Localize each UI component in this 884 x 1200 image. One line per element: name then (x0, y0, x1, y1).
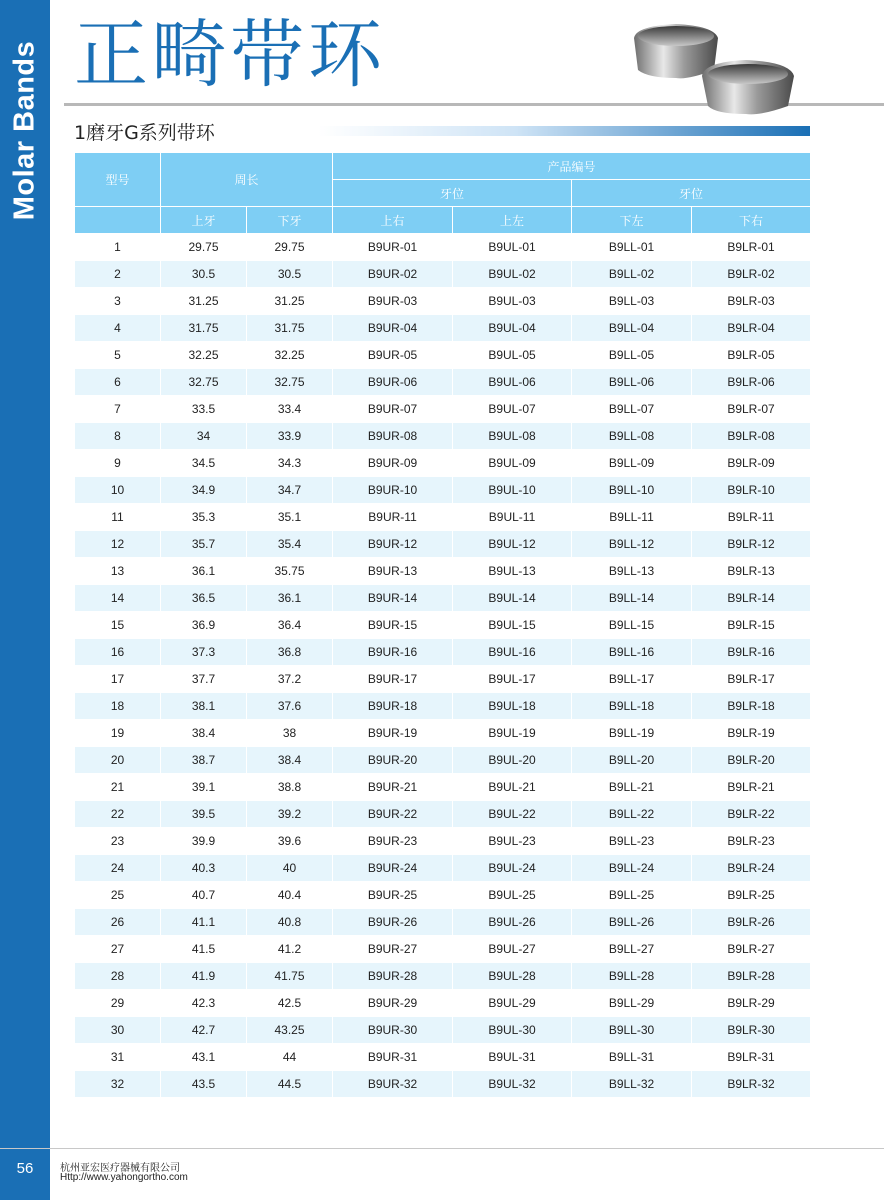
cell-ul: B9UL-21 (453, 774, 572, 801)
header-ll: 下左 (572, 207, 692, 234)
cell-upper: 40.7 (161, 882, 247, 909)
cell-ul: B9UL-19 (453, 720, 572, 747)
table-row (75, 774, 811, 801)
cell-ll: B9LL-26 (572, 909, 692, 936)
cell-ul: B9UL-02 (453, 261, 572, 288)
cell-upper: 41.9 (161, 963, 247, 990)
cell-lower: 35.75 (247, 558, 333, 585)
cell-upper: 43.1 (161, 1044, 247, 1071)
cell-ll: B9LL-19 (572, 720, 692, 747)
cell-ul: B9UL-17 (453, 666, 572, 693)
table-row (75, 1017, 811, 1044)
cell-lower: 38.4 (247, 747, 333, 774)
cell-ll: B9LL-14 (572, 585, 692, 612)
cell-upper: 31.75 (161, 315, 247, 342)
table-row (75, 504, 811, 531)
cell-lr: B9LR-19 (692, 720, 811, 747)
cell-lower: 36.8 (247, 639, 333, 666)
cell-ll: B9LL-20 (572, 747, 692, 774)
cell-ur: B9UR-19 (333, 720, 453, 747)
cell-model: 9 (75, 450, 161, 477)
table-row (75, 342, 811, 369)
cell-lr: B9LR-24 (692, 855, 811, 882)
table-row (75, 882, 811, 909)
cell-upper: 42.3 (161, 990, 247, 1017)
cell-upper: 33.5 (161, 396, 247, 423)
cell-ul: B9UL-09 (453, 450, 572, 477)
cell-ll: B9LL-29 (572, 990, 692, 1017)
cell-ur: B9UR-22 (333, 801, 453, 828)
cell-lr: B9LR-03 (692, 288, 811, 315)
cell-upper: 34.9 (161, 477, 247, 504)
cell-lower: 35.1 (247, 504, 333, 531)
cell-ur: B9UR-07 (333, 396, 453, 423)
cell-ur: B9UR-06 (333, 369, 453, 396)
cell-lr: B9LR-17 (692, 666, 811, 693)
cell-upper: 39.5 (161, 801, 247, 828)
table-row (75, 531, 811, 558)
header-upper: 上牙 (161, 207, 247, 234)
cell-ur: B9UR-27 (333, 936, 453, 963)
table-row (75, 423, 811, 450)
table-row (75, 1044, 811, 1071)
cell-model: 21 (75, 774, 161, 801)
cell-ll: B9LL-12 (572, 531, 692, 558)
cell-model: 7 (75, 396, 161, 423)
header-position-lower: 牙位 (572, 180, 811, 207)
cell-upper: 38.1 (161, 693, 247, 720)
cell-model: 22 (75, 801, 161, 828)
cell-ul: B9UL-32 (453, 1071, 572, 1098)
table-row (75, 369, 811, 396)
cell-lr: B9LR-18 (692, 693, 811, 720)
cell-upper: 39.9 (161, 828, 247, 855)
table-row (75, 261, 811, 288)
header-lr: 下右 (692, 207, 811, 234)
cell-upper: 38.7 (161, 747, 247, 774)
table-row (75, 477, 811, 504)
cell-lr: B9LR-30 (692, 1017, 811, 1044)
cell-ur: B9UR-11 (333, 504, 453, 531)
cell-ul: B9UL-04 (453, 315, 572, 342)
cell-lr: B9LR-14 (692, 585, 811, 612)
table-row (75, 585, 811, 612)
company-name: 杭州亚宏医疗器械有限公司 (60, 1163, 180, 1174)
cell-ll: B9LL-06 (572, 369, 692, 396)
cell-ll: B9LL-30 (572, 1017, 692, 1044)
side-title-text: Molar Bands (8, 40, 41, 220)
cell-ll: B9LL-13 (572, 558, 692, 585)
section-title: 1磨牙G系列带环 (74, 122, 215, 144)
cell-upper: 37.7 (161, 666, 247, 693)
cell-lr: B9LR-16 (692, 639, 811, 666)
cell-ll: B9LL-25 (572, 882, 692, 909)
cell-ur: B9UR-21 (333, 774, 453, 801)
cell-lower: 40.4 (247, 882, 333, 909)
cell-ul: B9UL-20 (453, 747, 572, 774)
cell-lower: 40.8 (247, 909, 333, 936)
cell-ur: B9UR-25 (333, 882, 453, 909)
cell-ur: B9UR-20 (333, 747, 453, 774)
cell-lower: 34.7 (247, 477, 333, 504)
cell-model: 29 (75, 990, 161, 1017)
page-number: 56 (16, 1160, 34, 1177)
cell-upper: 31.25 (161, 288, 247, 315)
cell-ur: B9UR-13 (333, 558, 453, 585)
cell-lower: 40 (247, 855, 333, 882)
header-position-upper: 牙位 (333, 180, 572, 207)
cell-ul: B9UL-08 (453, 423, 572, 450)
side-title (0, 20, 50, 240)
cell-ur: B9UR-09 (333, 450, 453, 477)
cell-ll: B9LL-22 (572, 801, 692, 828)
cell-ul: B9UL-13 (453, 558, 572, 585)
cell-upper: 36.5 (161, 585, 247, 612)
product-table (74, 152, 811, 1098)
cell-lower: 38.8 (247, 774, 333, 801)
table-row (75, 828, 811, 855)
table-row (75, 450, 811, 477)
cell-ul: B9UL-24 (453, 855, 572, 882)
cell-ul: B9UL-22 (453, 801, 572, 828)
cell-upper: 30.5 (161, 261, 247, 288)
cell-ur: B9UR-10 (333, 477, 453, 504)
cell-ul: B9UL-28 (453, 963, 572, 990)
cell-lower: 37.2 (247, 666, 333, 693)
cell-ur: B9UR-05 (333, 342, 453, 369)
cell-model: 28 (75, 963, 161, 990)
cell-model: 8 (75, 423, 161, 450)
cell-lower: 33.4 (247, 396, 333, 423)
cell-ul: B9UL-31 (453, 1044, 572, 1071)
cell-ll: B9LL-18 (572, 693, 692, 720)
cell-upper: 36.1 (161, 558, 247, 585)
cell-ul: B9UL-29 (453, 990, 572, 1017)
cell-lower: 39.6 (247, 828, 333, 855)
cell-lr: B9LR-20 (692, 747, 811, 774)
cell-ul: B9UL-25 (453, 882, 572, 909)
cell-lr: B9LR-15 (692, 612, 811, 639)
cell-lr: B9LR-09 (692, 450, 811, 477)
cell-ll: B9LL-05 (572, 342, 692, 369)
cell-ll: B9LL-32 (572, 1071, 692, 1098)
table-row (75, 666, 811, 693)
cell-ul: B9UL-30 (453, 1017, 572, 1044)
cell-upper: 34 (161, 423, 247, 450)
cell-model: 2 (75, 261, 161, 288)
cell-lower: 35.4 (247, 531, 333, 558)
header-model-sub (75, 207, 161, 234)
cell-lr: B9LR-31 (692, 1044, 811, 1071)
table-row (75, 909, 811, 936)
cell-lr: B9LR-07 (692, 396, 811, 423)
section-gradient-bar (318, 126, 810, 136)
cell-ul: B9UL-14 (453, 585, 572, 612)
cell-ll: B9LL-27 (572, 936, 692, 963)
cell-model: 25 (75, 882, 161, 909)
cell-ul: B9UL-16 (453, 639, 572, 666)
cell-lr: B9LR-27 (692, 936, 811, 963)
cell-ll: B9LL-01 (572, 234, 692, 261)
cell-upper: 32.25 (161, 342, 247, 369)
header-ul: 上左 (453, 207, 572, 234)
cell-upper: 41.1 (161, 909, 247, 936)
cell-model: 5 (75, 342, 161, 369)
cell-upper: 39.1 (161, 774, 247, 801)
cell-upper: 34.5 (161, 450, 247, 477)
cell-model: 16 (75, 639, 161, 666)
cell-model: 17 (75, 666, 161, 693)
cell-model: 19 (75, 720, 161, 747)
cell-lr: B9LR-22 (692, 801, 811, 828)
cell-lr: B9LR-12 (692, 531, 811, 558)
cell-ll: B9LL-15 (572, 612, 692, 639)
cell-ll: B9LL-07 (572, 396, 692, 423)
cell-model: 18 (75, 693, 161, 720)
cell-lr: B9LR-26 (692, 909, 811, 936)
cell-lower: 41.2 (247, 936, 333, 963)
header-model: 型号 (75, 153, 161, 207)
cell-model: 3 (75, 288, 161, 315)
cell-ul: B9UL-27 (453, 936, 572, 963)
cell-ur: B9UR-30 (333, 1017, 453, 1044)
cell-lr: B9LR-32 (692, 1071, 811, 1098)
cell-lower: 43.25 (247, 1017, 333, 1044)
cell-lower: 32.25 (247, 342, 333, 369)
cell-lr: B9LR-11 (692, 504, 811, 531)
cell-lower: 31.75 (247, 315, 333, 342)
header-circumference: 周长 (161, 153, 333, 207)
company-url: Http://www.yahongortho.com (60, 1172, 188, 1183)
cell-model: 24 (75, 855, 161, 882)
cell-ul: B9UL-12 (453, 531, 572, 558)
cell-ur: B9UR-23 (333, 828, 453, 855)
cell-ul: B9UL-01 (453, 234, 572, 261)
cell-upper: 43.5 (161, 1071, 247, 1098)
cell-ur: B9UR-01 (333, 234, 453, 261)
cell-ur: B9UR-12 (333, 531, 453, 558)
cell-ur: B9UR-15 (333, 612, 453, 639)
cell-ll: B9LL-02 (572, 261, 692, 288)
cell-lr: B9LR-04 (692, 315, 811, 342)
cell-lr: B9LR-05 (692, 342, 811, 369)
table-row (75, 612, 811, 639)
table-row (75, 936, 811, 963)
cell-upper: 35.3 (161, 504, 247, 531)
table-row (75, 990, 811, 1017)
cell-lower: 44 (247, 1044, 333, 1071)
cell-ul: B9UL-10 (453, 477, 572, 504)
cell-model: 6 (75, 369, 161, 396)
cell-upper: 38.4 (161, 720, 247, 747)
cell-lower: 31.25 (247, 288, 333, 315)
cell-ur: B9UR-17 (333, 666, 453, 693)
footer-divider (0, 1148, 884, 1149)
cell-model: 1 (75, 234, 161, 261)
cell-ll: B9LL-17 (572, 666, 692, 693)
cell-lower: 30.5 (247, 261, 333, 288)
cell-ul: B9UL-05 (453, 342, 572, 369)
cell-upper: 36.9 (161, 612, 247, 639)
cell-lower: 38 (247, 720, 333, 747)
cell-upper: 32.75 (161, 369, 247, 396)
molar-bands-icon (628, 18, 806, 118)
cell-ul: B9UL-03 (453, 288, 572, 315)
cell-model: 26 (75, 909, 161, 936)
cell-ur: B9UR-24 (333, 855, 453, 882)
cell-lr: B9LR-28 (692, 963, 811, 990)
page-title: 正畸带环 (74, 12, 386, 98)
header-product-code: 产品编号 (333, 153, 811, 180)
table-row (75, 288, 811, 315)
cell-lr: B9LR-06 (692, 369, 811, 396)
table-row (75, 747, 811, 774)
cell-ur: B9UR-29 (333, 990, 453, 1017)
cell-lr: B9LR-10 (692, 477, 811, 504)
cell-ul: B9UL-15 (453, 612, 572, 639)
cell-lower: 42.5 (247, 990, 333, 1017)
header-ur: 上右 (333, 207, 453, 234)
cell-ur: B9UR-04 (333, 315, 453, 342)
cell-lower: 29.75 (247, 234, 333, 261)
cell-ll: B9LL-11 (572, 504, 692, 531)
cell-model: 10 (75, 477, 161, 504)
cell-ll: B9LL-31 (572, 1044, 692, 1071)
cell-ur: B9UR-14 (333, 585, 453, 612)
cell-ur: B9UR-18 (333, 693, 453, 720)
table-row (75, 558, 811, 585)
cell-model: 15 (75, 612, 161, 639)
cell-lr: B9LR-29 (692, 990, 811, 1017)
table-row (75, 234, 811, 261)
cell-ll: B9LL-10 (572, 477, 692, 504)
cell-model: 30 (75, 1017, 161, 1044)
cell-ur: B9UR-02 (333, 261, 453, 288)
cell-ll: B9LL-23 (572, 828, 692, 855)
cell-model: 27 (75, 936, 161, 963)
cell-lr: B9LR-02 (692, 261, 811, 288)
table-row (75, 315, 811, 342)
cell-lr: B9LR-21 (692, 774, 811, 801)
cell-model: 14 (75, 585, 161, 612)
cell-ur: B9UR-32 (333, 1071, 453, 1098)
cell-lr: B9LR-01 (692, 234, 811, 261)
cell-model: 11 (75, 504, 161, 531)
cell-ll: B9LL-08 (572, 423, 692, 450)
table-body (75, 234, 811, 1098)
cell-ul: B9UL-07 (453, 396, 572, 423)
cell-model: 4 (75, 315, 161, 342)
cell-ur: B9UR-28 (333, 963, 453, 990)
cell-ul: B9UL-11 (453, 504, 572, 531)
table-row (75, 693, 811, 720)
cell-ll: B9LL-04 (572, 315, 692, 342)
table-row (75, 1071, 811, 1098)
cell-upper: 42.7 (161, 1017, 247, 1044)
cell-lower: 44.5 (247, 1071, 333, 1098)
cell-upper: 35.7 (161, 531, 247, 558)
header-lower: 下牙 (247, 207, 333, 234)
cell-ur: B9UR-16 (333, 639, 453, 666)
table-row (75, 396, 811, 423)
cell-model: 23 (75, 828, 161, 855)
table-row (75, 720, 811, 747)
table-row (75, 855, 811, 882)
table-row (75, 639, 811, 666)
cell-ul: B9UL-18 (453, 693, 572, 720)
cell-ur: B9UR-31 (333, 1044, 453, 1071)
cell-upper: 37.3 (161, 639, 247, 666)
cell-lower: 36.1 (247, 585, 333, 612)
cell-lower: 41.75 (247, 963, 333, 990)
cell-ll: B9LL-09 (572, 450, 692, 477)
cell-lower: 33.9 (247, 423, 333, 450)
cell-ur: B9UR-26 (333, 909, 453, 936)
cell-lower: 39.2 (247, 801, 333, 828)
cell-lower: 36.4 (247, 612, 333, 639)
cell-model: 32 (75, 1071, 161, 1098)
cell-ul: B9UL-23 (453, 828, 572, 855)
cell-ll: B9LL-28 (572, 963, 692, 990)
cell-ll: B9LL-21 (572, 774, 692, 801)
cell-lr: B9LR-08 (692, 423, 811, 450)
cell-ur: B9UR-03 (333, 288, 453, 315)
cell-model: 12 (75, 531, 161, 558)
cell-lower: 32.75 (247, 369, 333, 396)
cell-lr: B9LR-25 (692, 882, 811, 909)
cell-ul: B9UL-26 (453, 909, 572, 936)
cell-upper: 29.75 (161, 234, 247, 261)
cell-ul: B9UL-06 (453, 369, 572, 396)
cell-ll: B9LL-16 (572, 639, 692, 666)
cell-lr: B9LR-23 (692, 828, 811, 855)
cell-lower: 34.3 (247, 450, 333, 477)
cell-model: 20 (75, 747, 161, 774)
cell-model: 13 (75, 558, 161, 585)
cell-ur: B9UR-08 (333, 423, 453, 450)
cell-lr: B9LR-13 (692, 558, 811, 585)
cell-upper: 41.5 (161, 936, 247, 963)
cell-ll: B9LL-03 (572, 288, 692, 315)
table-row (75, 801, 811, 828)
cell-model: 31 (75, 1044, 161, 1071)
sidebar (0, 0, 50, 1200)
band-right (702, 60, 794, 114)
cell-ll: B9LL-24 (572, 855, 692, 882)
cell-lower: 37.6 (247, 693, 333, 720)
cell-upper: 40.3 (161, 855, 247, 882)
table-row (75, 963, 811, 990)
